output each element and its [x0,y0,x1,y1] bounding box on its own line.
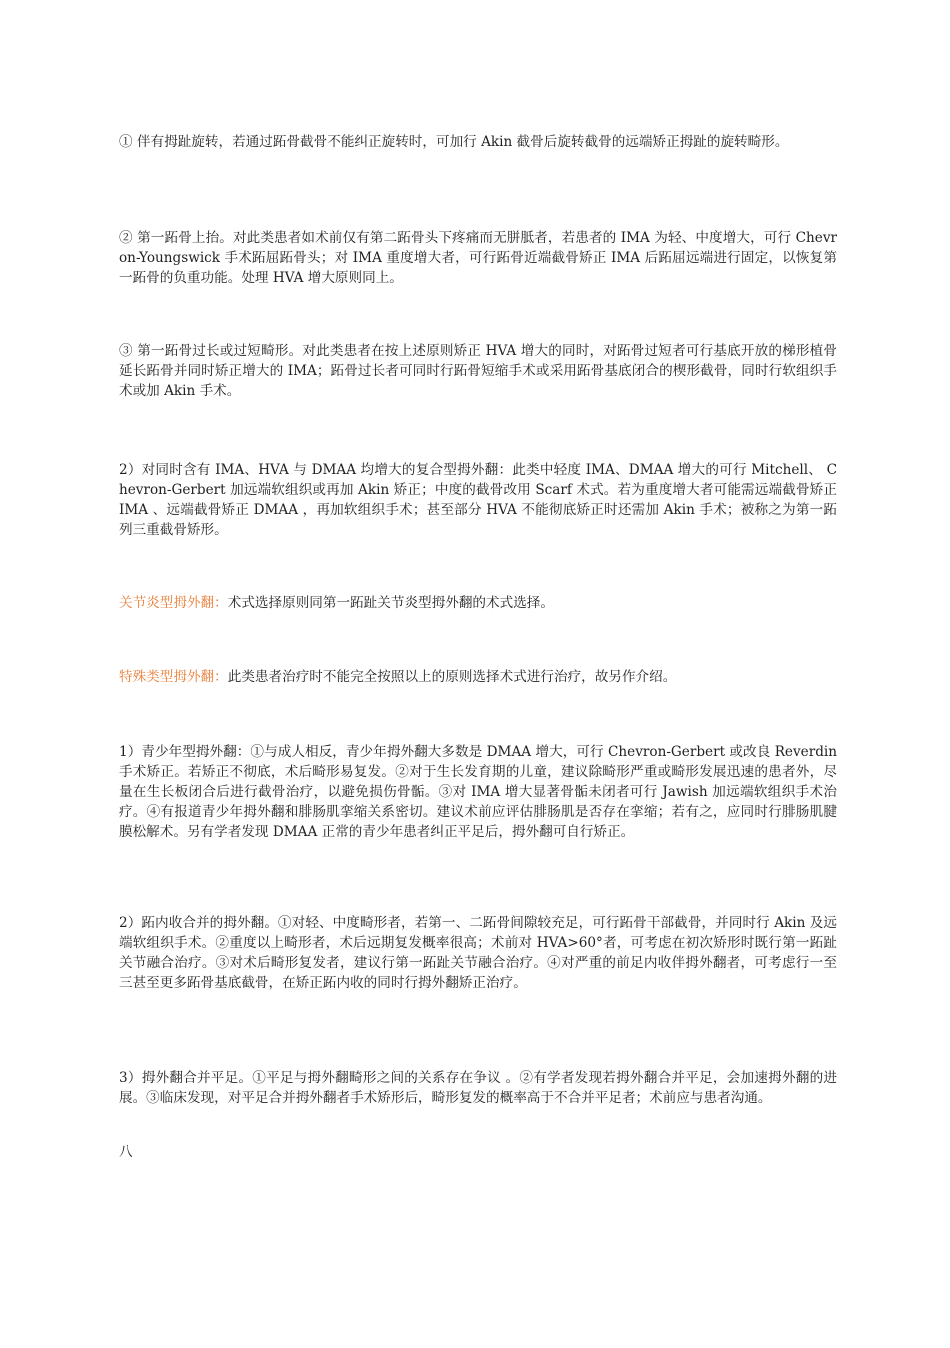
paragraph-special-body: 此类患者治疗时不能完全按照以上的原则选择术式进行治疗，故另作介绍。 [227,669,677,685]
paragraph-first-metatarsal-elevation: ② 第一跖骨上抬。对此类患者如术前仅有第二跖骨头下疼痛而无胼胝者，若患者的 IMA 为轻、中度增大，可行 Chevron-Youngswick 手术跖屈跖骨头；对 IMA 重度增大者，可行跖骨近端截骨矫正 IMA 后跖屈远端进行固定，以恢复第一跖骨的负重功能。处理 HVA 增大原则同上。 [119,230,837,286]
paragraph-compound-hallux-valgus: 2）对同时含有 IMA、HVA 与 DMAA 均增大的复合型拇外翻：此类中轻度 IMA、DMAA 增大的可行 Mitchell、 Chevron-Gerbert 加远端软组织或再加 Akin 矫正；中度的截骨改用 Scarf 术式。若为重度增大者可能需远端截骨矫正 IMA 、远端截骨矫正 DMAA ，再加软组织手术；甚至部分 HVA 不能彻底矫正时还需加 Akin 手术；被称之为第一跖列三重截骨矫形。 [119,462,837,538]
paragraph-arthritic-hallux-valgus [119,593,837,613]
paragraph-first-metatarsal-length: ③ 第一跖骨过长或过短畸形。对此类患者在按上述原则矫正 HVA 增大的同时，对跖骨过短者可行基底开放的梯形植骨延长跖骨并同时矫正增大的 IMA；跖骨过长者可同时行跖骨短缩手术或采用跖骨基底闭合的楔形截骨，同时行软组织手术或加 Akin 手术。 [119,343,837,399]
paragraph-juvenile-hallux-valgus: 1）青少年型拇外翻：①与成人相反，青少年拇外翻大多数是 DMAA 增大，可行 Chevron-Gerbert 或改良 Reverdin 手术矫正。若矫正不彻底，术后畸形易复发。②对于生长发育期的儿童，建议除畸形严重或畸形发展迅速的患者外，尽量在生长板闭合后进行截骨治疗，以避免损伤骨骺。③对 IMA 增大显著骨骺未闭者可行 Jawish 加远端软组织手术治疗。④有报道青少年拇外翻和腓肠肌挛缩关系密切。建议术前应评估腓肠肌是否存在挛缩；若有之，应同时行腓肠肌腱膜松解术。另有学者发现 DMAA 正常的青少年患者纠正平足后，拇外翻可自行矫正。 [119,744,837,840]
paragraph-metatarsus-adductus: 2）跖内收合并的拇外翻。①对轻、中度畸形者，若第一、二跖骨间隙较充足，可行跖骨干部截骨，并同时行 Akin 及远端软组织手术。②重度以上畸形者，术后远期复发概率很高；术前对 HVA>60°者，可考虑在初次矫形时既行第一跖趾关节融合治疗。③对术后畸形复发者，建议行第一跖趾关节融合治疗。④对严重的前足内收伴拇外翻者，可考虑行一至三甚至更多跖骨基底截骨，在矫正跖内收的同时行拇外翻矫正治疗。 [119,915,837,991]
paragraph-rotation-correction: ① 伴有拇趾旋转，若通过跖骨截骨不能纠正旋转时，可加行 Akin 截骨后旋转截骨的远端矫正拇趾的旋转畸形。 [119,134,789,150]
section-heading-arthritic: 关节炎型拇外翻： [119,595,228,611]
paragraph-flatfoot-hallux-valgus: 3）拇外翻合并平足。①平足与拇外翻畸形之间的关系存在争议 。②有学者发现若拇外翻合并平足，会加速拇外翻的进展。③临床发现，对平足合并拇外翻者手术矫形后，畸形复发的概率高于不合并平足者；术前应与患者沟通。 [119,1070,837,1106]
section-number-eight: 八 [119,1144,133,1160]
section-heading-special: 特殊类型拇外翻： [119,669,228,685]
paragraph-arthritic-body: 术式选择原则同第一跖趾关节炎型拇外翻的术式选择。 [227,595,554,611]
paragraph-special-hallux-valgus [119,667,837,687]
